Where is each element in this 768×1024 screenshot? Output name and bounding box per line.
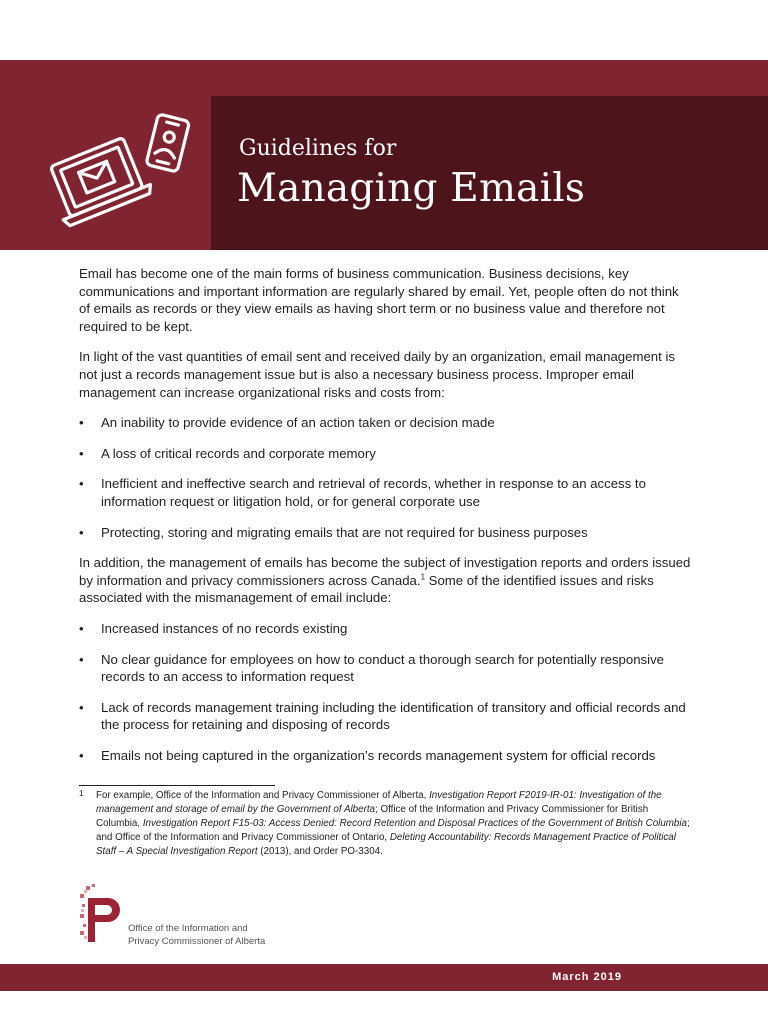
publication-date: March 2019 xyxy=(552,971,622,983)
list-item: • Emails not being captured in the organization’s records management system for official records xyxy=(79,747,656,763)
footnote-number: 1 xyxy=(79,789,84,798)
footnote-divider xyxy=(79,785,275,786)
risk-list xyxy=(79,414,691,541)
oipc-logo-icon xyxy=(80,884,126,944)
bullet-glyph: • xyxy=(79,445,84,461)
intro-paragraph-1: Email has become one of the main forms of business communication. Business decisions, key communications and important information are regularly shared by email. Yet, people often do not think of emails as records or they view emails as having short term or no business value and therefore not required to be kept. xyxy=(79,266,679,334)
list-item: • Inefficient and ineffective search and retrieval of records, whether in response to an access to information request or litigation hold, or for general corporate use xyxy=(79,476,646,509)
footer-bar xyxy=(0,964,768,991)
logo-text: Office of the Information and Privacy Commissioner of Alberta xyxy=(128,923,266,947)
footnote xyxy=(79,789,691,859)
main-content xyxy=(79,265,691,777)
title-panel xyxy=(211,96,768,250)
bullet-glyph: • xyxy=(79,476,84,492)
list-item: • No clear guidance for employees on how to conduct a thorough search for potentially responsive records to an access to information request xyxy=(79,651,664,685)
footnote-ref[interactable]: 1 xyxy=(420,572,426,582)
bullet-glyph: • xyxy=(79,524,84,540)
intro-paragraph-2: In light of the vast quantities of email sent and received daily by an organization, email management is not just a records management issue but is also a necessary business process. Improper email management can increase organizational risks and costs from: xyxy=(79,349,675,400)
page-title: Managing Emails xyxy=(237,166,586,211)
addition-paragraph: In addition, the management of emails has become the subject of investigation reports and orders issued by information and privacy commissioners across Canada.$^1$ Some of the identified issues and risks associated with the mismanagement of email include: xyxy=(79,555,691,606)
footnote-text: For example, Office of the Information and Privacy Commissioner of Alberta, Investigation Report F2019-IR-01: Investigation of the management and storage of email by the Government of Alberta; Office of the Information and Privacy Commissioner for British Columbia, Investigation Report F15-03: Access Denied: Record Retention and Disposal Practices of the Government of British Columbia; and Office of the Information and Privacy Commissioner of Ontario, Deleting Accountability: Records Management Practice of Political Staff – A Special Investigation Report (2013), and Order PO-3304. xyxy=(96,790,690,857)
laptop-phone-email-icon xyxy=(48,112,198,242)
header-banner xyxy=(0,60,768,250)
bullet-glyph: • xyxy=(79,651,84,667)
list-item: • Lack of records management training including the identification of transitory and official records and the process for retaining and disposing of records xyxy=(79,699,686,733)
list-item: • A loss of critical records and corporate memory xyxy=(79,445,376,461)
list-item: • An inability to provide evidence of an action taken or decision made xyxy=(79,415,495,431)
bullet-glyph: • xyxy=(79,699,84,715)
bullet-glyph: • xyxy=(79,415,84,431)
subtitle: Guidelines for xyxy=(239,136,397,161)
list-item: • Increased instances of no records existing xyxy=(79,620,348,636)
issue-list xyxy=(79,620,691,765)
bullet-glyph: • xyxy=(79,620,84,636)
list-item: • Protecting, storing and migrating emails that are not required for business purposes xyxy=(79,524,588,540)
bullet-glyph: • xyxy=(79,747,84,763)
